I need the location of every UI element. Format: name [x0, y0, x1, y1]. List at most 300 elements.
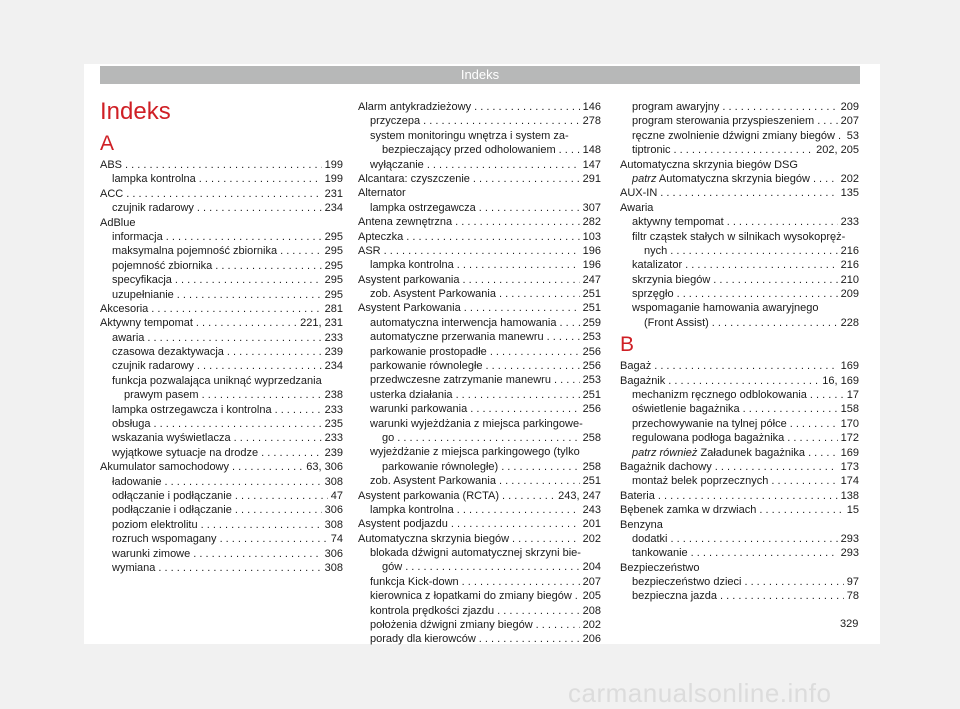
entry-label: tankowanie	[632, 547, 688, 560]
dot-leader	[713, 273, 837, 287]
dot-leader	[499, 474, 580, 488]
entry-label: sprzęgło	[632, 288, 674, 301]
index-entry	[358, 575, 601, 589]
entry-page-ref: 253	[582, 374, 601, 387]
index-entry	[620, 374, 859, 388]
index-entry	[100, 475, 343, 489]
entry-page-ref: 247	[582, 273, 601, 286]
index-entry	[100, 273, 343, 287]
index-entry	[100, 532, 343, 546]
index-entry	[100, 374, 343, 388]
entry-label: Bagaż	[620, 360, 652, 373]
dot-leader	[560, 316, 580, 330]
dot-leader	[175, 273, 322, 287]
entry-label: przedwczesne zatrzymanie manewru	[370, 374, 551, 387]
entry-label: uzupełnianie	[112, 288, 174, 301]
dot-leader	[674, 143, 814, 157]
dot-leader	[670, 532, 837, 546]
entry-label: zob. Asystent Parkowania	[370, 475, 496, 488]
index-entry	[100, 158, 343, 172]
index-entry	[358, 230, 601, 244]
entry-label: parkowanie prostopadłe	[370, 345, 487, 358]
entry-page-ref: 243, 247	[558, 489, 601, 502]
index-entry	[620, 359, 859, 373]
dot-leader	[473, 172, 580, 186]
entry-label: Akcesoria	[100, 302, 149, 315]
dot-leader	[451, 517, 580, 531]
index-entry	[620, 201, 859, 215]
index-entry	[358, 431, 601, 445]
entry-page-ref: 233	[840, 216, 859, 229]
index-list	[100, 158, 343, 575]
dot-leader	[165, 475, 322, 489]
entry-page-ref: 239	[324, 346, 343, 359]
entry-label: Aktywny tempomat	[100, 317, 193, 330]
dot-leader	[670, 244, 837, 258]
entry-label: wyłączanie	[370, 158, 424, 171]
entry-page-ref: 251	[582, 475, 601, 488]
entry-page-ref: 199	[324, 158, 343, 171]
dot-leader	[220, 532, 328, 546]
index-entry	[358, 561, 601, 575]
dot-leader	[464, 301, 580, 315]
entry-label: warunki parkowania	[370, 403, 468, 416]
entry-label: Asystent parkowania	[358, 273, 460, 286]
dot-leader	[470, 402, 579, 416]
entry-page-ref: 278	[582, 115, 601, 128]
index-entry	[100, 388, 343, 402]
dot-leader	[456, 388, 580, 402]
dot-leader	[817, 114, 837, 128]
entry-label: funkcja Kick-down	[370, 575, 459, 588]
dot-leader	[813, 172, 838, 186]
index-entry	[100, 460, 343, 474]
dot-leader	[490, 345, 580, 359]
entry-label: Bębenek zamka w drzwiach	[620, 504, 757, 517]
dot-leader	[810, 388, 844, 402]
entry-label: filtr cząstek stałych w silnikach wysokopręż-	[632, 230, 846, 243]
entry-label: lampka kontrolna	[112, 173, 196, 186]
entry-label: go	[382, 431, 395, 444]
entry-label: Alternator	[358, 187, 406, 200]
index-entry	[620, 258, 859, 272]
index-entry	[358, 114, 601, 128]
index-entry	[358, 445, 601, 459]
dot-leader	[280, 244, 322, 258]
entry-label: specyfikacja	[112, 274, 172, 287]
entry-page-ref: 306	[324, 547, 343, 560]
index-entry	[358, 460, 601, 474]
entry-page-ref: 17	[846, 389, 859, 402]
index-entry	[358, 402, 601, 416]
dot-leader	[199, 172, 322, 186]
entry-label: lampka ostrzegawcza i kontrolna	[112, 403, 272, 416]
entry-label: tiptronic	[632, 144, 671, 157]
index-column-3	[620, 100, 859, 604]
index-entry	[620, 172, 859, 186]
entry-label: Awaria	[620, 201, 654, 214]
entry-label: podłączanie i odłączanie	[112, 504, 232, 517]
entry-page-ref: 135	[840, 187, 859, 200]
entry-page-ref: 295	[324, 230, 343, 243]
entry-page-ref: 204	[582, 561, 601, 574]
entry-page-ref: 308	[324, 475, 343, 488]
index-entry	[100, 230, 343, 244]
index-entry	[358, 546, 601, 560]
index-entry	[358, 589, 601, 603]
entry-label: warunki wyjeżdżania z miejsca parkingowe-	[370, 417, 583, 430]
dot-leader	[474, 100, 580, 114]
entry-page-ref: 174	[840, 475, 859, 488]
entry-page-ref: 295	[324, 245, 343, 258]
index-entry	[620, 474, 859, 488]
entry-label: ładowanie	[112, 475, 162, 488]
dot-leader	[455, 215, 579, 229]
dot-leader	[232, 460, 303, 474]
dot-leader	[547, 330, 580, 344]
entry-page-ref: 282	[582, 216, 601, 229]
index-entry	[620, 460, 859, 474]
entry-label: przechowywanie na tylnej półce	[632, 417, 787, 430]
entry-label: czasowa dezaktywacja	[112, 346, 224, 359]
index-entry	[620, 575, 859, 589]
index-entry	[358, 100, 601, 114]
index-entry	[620, 273, 859, 287]
index-entry	[100, 403, 343, 417]
dot-leader	[177, 288, 322, 302]
dot-leader	[512, 532, 580, 546]
index-entry	[620, 446, 859, 460]
index-entry	[358, 215, 601, 229]
index-list	[620, 100, 859, 330]
entry-label: blokada dźwigni automatycznej skrzyni bie-	[370, 547, 581, 560]
entry-label: gów	[382, 561, 403, 574]
entry-label: bezpieczeństwo dzieci	[632, 576, 742, 589]
entry-label: Automatyczna skrzynia biegów DSG	[620, 158, 798, 171]
index-entry	[358, 618, 601, 632]
dot-leader	[126, 187, 321, 201]
entry-page-ref: 308	[324, 561, 343, 574]
entry-page-ref: 53	[846, 129, 859, 142]
index-entry	[620, 129, 859, 143]
entry-label: awaria	[112, 331, 145, 344]
entry-label: (Front Assist)	[644, 316, 709, 329]
index-entry	[358, 503, 601, 517]
running-header: Indeks	[100, 66, 860, 84]
entry-label: patrz Automatyczna skrzynia biegów	[632, 172, 810, 185]
dot-leader	[235, 503, 322, 517]
entry-page-ref: 169	[840, 446, 859, 459]
index-entry	[358, 632, 601, 646]
index-entry	[620, 100, 859, 114]
index-entry	[100, 172, 343, 186]
entry-label: kierownica z łopatkami do zmiany biegów	[370, 590, 572, 603]
index-entry	[620, 431, 859, 445]
index-entry	[100, 187, 343, 201]
entry-label: warunki zimowe	[112, 547, 191, 560]
index-entry	[620, 244, 859, 258]
index-entry	[100, 547, 343, 561]
index-entry	[100, 216, 343, 230]
dot-leader	[158, 561, 321, 575]
entry-label: mechanizm ręcznego odblokowania	[632, 389, 807, 402]
entry-label: Bagażnik dachowy	[620, 460, 712, 473]
index-entry	[100, 417, 343, 431]
entry-label: kontrola prędkości zjazdu	[370, 604, 495, 617]
dot-leader	[479, 632, 580, 646]
entry-label: lampka kontrolna	[370, 503, 454, 516]
entry-label: parkowanie równoległe	[370, 360, 483, 373]
entry-page-ref: 196	[582, 259, 601, 272]
entry-page-ref: 238	[324, 389, 343, 402]
dot-leader	[215, 259, 321, 273]
dot-leader	[787, 431, 837, 445]
entry-label: Bagażnik	[620, 374, 666, 387]
entry-label: maksymalna pojemność zbiornika	[112, 245, 278, 258]
index-entry	[620, 503, 859, 517]
entry-label: porady dla kierowców	[370, 633, 476, 646]
entry-label: lampka ostrzegawcza	[370, 201, 476, 214]
dot-leader	[384, 244, 580, 258]
entry-label: AUX-IN	[620, 187, 658, 200]
dot-leader	[193, 547, 321, 561]
index-column-2	[358, 100, 601, 647]
dot-leader	[235, 489, 328, 503]
entry-page-ref: 206	[582, 633, 601, 646]
entry-label: ABS	[100, 158, 123, 171]
entry-page-ref: 207	[840, 115, 859, 128]
entry-label: Alarm antykradzieżowy	[358, 100, 472, 113]
index-entry	[358, 330, 601, 344]
index-entry	[358, 143, 601, 157]
index-entry	[100, 288, 343, 302]
index-entry	[358, 417, 601, 431]
dot-leader	[261, 446, 322, 460]
entry-label: ACC	[100, 187, 124, 200]
index-entry	[620, 561, 859, 575]
dot-leader	[406, 230, 579, 244]
dot-leader	[197, 359, 322, 373]
dot-leader	[166, 230, 322, 244]
dot-leader	[125, 158, 322, 172]
entry-page-ref: 207	[582, 575, 601, 588]
entry-label: obsługa	[112, 418, 151, 431]
index-entry	[358, 489, 601, 503]
dot-leader	[712, 316, 838, 330]
dot-leader	[427, 158, 580, 172]
index-entry	[620, 532, 859, 546]
entry-label: program awaryjny	[632, 100, 720, 113]
index-entry	[100, 503, 343, 517]
entry-page-ref: 233	[324, 403, 343, 416]
index-entry	[620, 158, 859, 172]
dot-leader	[654, 359, 837, 373]
entry-page-ref: 228	[840, 316, 859, 329]
dot-leader	[457, 503, 580, 517]
index-entry	[100, 259, 343, 273]
entry-page-ref: 231	[324, 187, 343, 200]
entry-label: parkowanie równoległe)	[382, 460, 499, 473]
dot-leader	[275, 403, 322, 417]
entry-label: poziom elektrolitu	[112, 518, 198, 531]
index-entry	[358, 158, 601, 172]
index-entry	[358, 359, 601, 373]
entry-page-ref: 47	[330, 489, 343, 502]
dot-leader	[575, 589, 580, 603]
dot-leader	[154, 417, 322, 431]
entry-label: automatyczne przerwania manewru	[370, 331, 544, 344]
entry-page-ref: 147	[582, 158, 601, 171]
dot-leader	[722, 100, 837, 114]
dot-leader	[463, 273, 580, 287]
entry-page-ref: 146	[582, 100, 601, 113]
entry-label: wspomaganie hamowania awaryjnego	[632, 302, 819, 315]
entry-page-ref: 16, 169	[822, 374, 859, 387]
entry-page-ref: 138	[840, 489, 859, 502]
index-entry	[620, 301, 859, 315]
dot-leader	[197, 201, 322, 215]
index-entry	[620, 489, 859, 503]
entry-label: AdBlue	[100, 216, 136, 229]
entry-label: Alcantara: czyszczenie	[358, 172, 470, 185]
entry-label: skrzynia biegów	[632, 273, 711, 286]
entry-label: wyjątkowe sytuacje na drodze	[112, 446, 259, 459]
index-entry	[358, 301, 601, 315]
entry-label: oświetlenie bagażnika	[632, 403, 740, 416]
index-entry	[358, 373, 601, 387]
dot-leader	[658, 489, 838, 503]
entry-label: Bezpieczeństwo	[620, 561, 700, 574]
dot-leader	[685, 258, 838, 272]
entry-page-ref: 234	[324, 202, 343, 215]
index-entry	[358, 474, 601, 488]
entry-label: rozruch wspomagany	[112, 533, 217, 546]
entry-label: Asystent podjazdu	[358, 518, 448, 531]
entry-page-ref: 251	[582, 388, 601, 401]
entry-page-ref: 256	[582, 403, 601, 416]
entry-label: program sterowania przyspieszeniem	[632, 115, 815, 128]
dot-leader	[536, 618, 580, 632]
dot-leader	[744, 575, 843, 589]
index-entry	[100, 431, 343, 445]
index-entry	[100, 201, 343, 215]
index-entry	[358, 186, 601, 200]
entry-page-ref: 293	[840, 547, 859, 560]
entry-page-ref: 216	[840, 259, 859, 272]
dot-leader	[771, 474, 837, 488]
index-entry	[358, 345, 601, 359]
index-entry	[100, 518, 343, 532]
entry-label: nych	[644, 244, 668, 257]
index-entry	[620, 143, 859, 157]
dot-leader	[759, 503, 843, 517]
entry-page-ref: 103	[582, 230, 601, 243]
entry-label: wymiana	[112, 561, 156, 574]
entry-page-ref: 78	[846, 590, 859, 603]
index-entry	[620, 287, 859, 301]
entry-page-ref: 307	[582, 201, 601, 214]
entry-page-ref: 295	[324, 288, 343, 301]
entry-label: odłączanie i podłączanie	[112, 489, 232, 502]
entry-label: ręczne zwolnienie dźwigni zmiany biegów	[632, 129, 835, 142]
entry-page-ref: 199	[324, 173, 343, 186]
index-entry	[620, 388, 859, 402]
entry-page-ref: 251	[582, 288, 601, 301]
entry-page-ref: 233	[324, 331, 343, 344]
entry-label: Akumulator samochodowy	[100, 461, 230, 474]
dot-leader	[501, 460, 579, 474]
entry-label: dodatki	[632, 532, 668, 545]
index-entry	[620, 518, 859, 532]
entry-page-ref: 158	[840, 403, 859, 416]
entry-label: regulowana podłoga bagażnika	[632, 432, 785, 445]
entry-label: czujnik radarowy	[112, 360, 194, 373]
index-entry	[100, 561, 343, 575]
index-entry	[358, 517, 601, 531]
dot-leader	[147, 331, 321, 345]
index-entry	[100, 302, 343, 316]
entry-label: bezpieczna jazda	[632, 590, 718, 603]
entry-page-ref: 281	[324, 302, 343, 315]
entry-label: informacja	[112, 230, 163, 243]
dot-leader	[677, 287, 838, 301]
dot-leader	[202, 388, 322, 402]
watermark: carmanualsonline.info	[568, 678, 832, 708]
entry-page-ref: 201	[582, 518, 601, 531]
entry-page-ref: 291	[582, 172, 601, 185]
index-entry	[358, 172, 601, 186]
entry-page-ref: 209	[840, 100, 859, 113]
dot-leader	[790, 417, 838, 431]
dot-leader	[559, 143, 580, 157]
entry-page-ref: 210	[840, 273, 859, 286]
dot-leader	[497, 604, 580, 618]
entry-page-ref: 306	[324, 504, 343, 517]
index-entry	[358, 604, 601, 618]
entry-page-ref: 256	[582, 360, 601, 373]
entry-page-ref: 233	[324, 432, 343, 445]
index-entry	[100, 244, 343, 258]
index-entry	[620, 417, 859, 431]
dot-leader	[838, 129, 844, 143]
entry-page-ref: 256	[582, 345, 601, 358]
entry-label: Automatyczna skrzynia biegów	[358, 532, 510, 545]
entry-page-ref: 235	[324, 418, 343, 431]
entry-label: Bateria	[620, 489, 655, 502]
entry-label: wyjeżdżanie z miejsca parkingowego (tylko	[370, 446, 580, 459]
entry-label: Asystent parkowania (RCTA)	[358, 489, 500, 502]
index-entry	[358, 273, 601, 287]
index-entry	[358, 388, 601, 402]
index-entry	[620, 546, 859, 560]
index-entry	[620, 590, 859, 604]
dot-leader	[720, 589, 844, 603]
entry-page-ref: 205	[582, 590, 601, 603]
index-entry	[358, 316, 601, 330]
dot-leader	[554, 373, 580, 387]
index-entry	[358, 287, 601, 301]
entry-page-ref: 221, 231	[300, 317, 343, 330]
entry-page-ref: 202	[840, 172, 859, 185]
index-entry	[620, 230, 859, 244]
entry-label: system monitoringu wnętrza i system za-	[370, 129, 569, 142]
dot-leader	[405, 560, 579, 574]
entry-label: ASR	[358, 244, 381, 257]
entry-label: funkcja pozwalająca uniknąć wyprzedzania	[112, 374, 322, 387]
entry-page-ref: 74	[330, 533, 343, 546]
page-number: 329	[840, 618, 859, 630]
index-entry	[620, 114, 859, 128]
